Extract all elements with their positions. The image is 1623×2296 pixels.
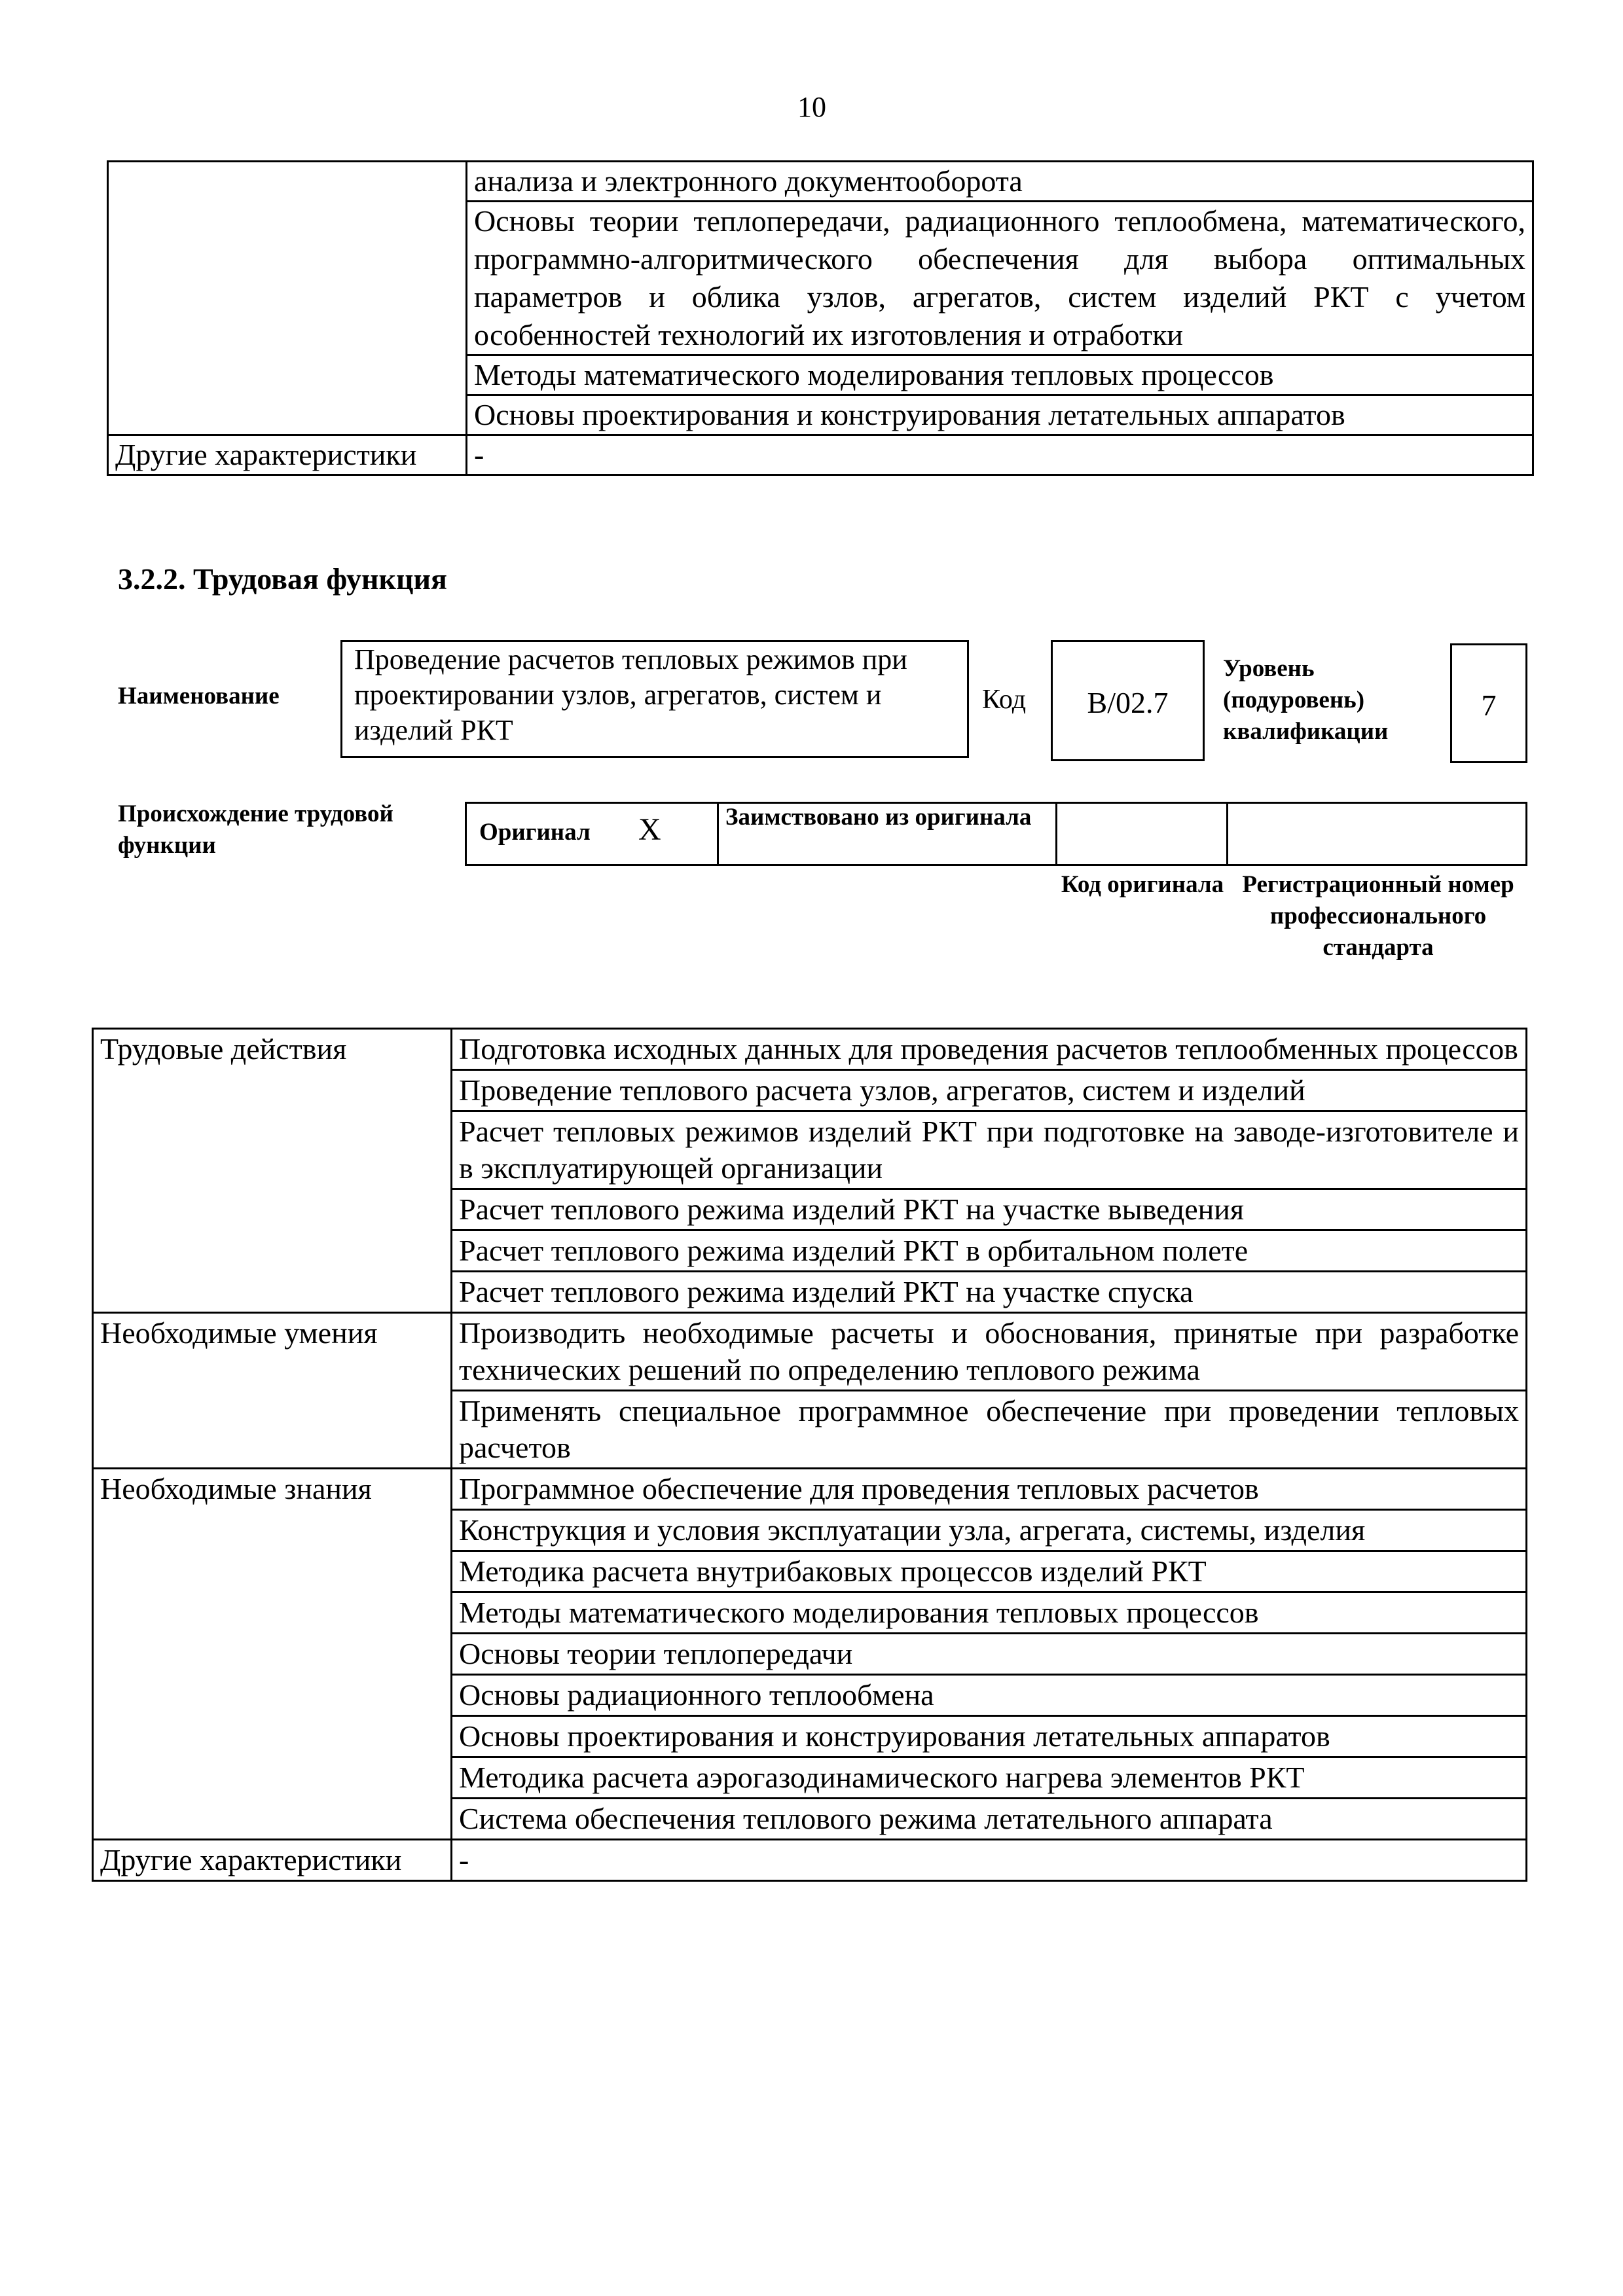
code-value-box: B/02.7 (1051, 640, 1205, 761)
divider (1055, 802, 1057, 866)
table-cell: Основы радиационного теплообмена (452, 1675, 1527, 1716)
table-cell: Методы математического моделирования тепловых процессов (452, 1592, 1527, 1634)
group-label: Необходимые умения (93, 1313, 452, 1469)
table-cell: Расчет теплового режима изделий РКТ на участке спуска (452, 1272, 1527, 1313)
table-row (93, 1313, 1527, 1391)
code-original-caption: Код оригинала (1061, 871, 1224, 898)
borrowed-label: Заимствовано из оригинала (725, 804, 1032, 831)
table-cell: Проведение теплового расчета узлов, агрегатов, систем и изделий (452, 1070, 1527, 1111)
empty-label-cell (108, 162, 467, 435)
table-cell: Подготовка исходных данных для проведения расчетов теплообменных процессов (452, 1029, 1527, 1070)
table-cell: Применять специальное программное обеспечение при проведении тепловых расчетов (452, 1391, 1527, 1469)
level-label: Уровень (подуровень) квалификации (1223, 655, 1389, 745)
section-heading: 3.2.2. Трудовая функция (118, 562, 447, 596)
table-cell: Методы математического моделирования тепловых процессов (467, 355, 1533, 395)
other-characteristics-label: Другие характеристики (93, 1840, 452, 1881)
table-cell: Расчет теплового режима изделий РКТ в орбитальном полете (452, 1230, 1527, 1272)
group-label: Необходимые знания (93, 1469, 452, 1840)
table-cell: Система обеспечения теплового режима летательного аппарата (452, 1799, 1527, 1840)
main-table (92, 1028, 1527, 1882)
table-cell: Конструкция и условия эксплуатации узла, агрегата, системы, изделия (452, 1510, 1527, 1551)
table-cell: Основы теории теплопередачи (452, 1634, 1527, 1675)
table-row (93, 1840, 1527, 1881)
origin-label: Происхождение трудовой функции (118, 800, 393, 859)
function-name-box: Проведение расчетов тепловых режимов при проектировании узлов, агрегатов, систем и изделий РКТ (340, 640, 969, 758)
table-row (93, 1469, 1527, 1510)
table-cell: Методика расчета внутрибаковых процессов изделий РКТ (452, 1551, 1527, 1592)
top-table (107, 160, 1534, 476)
other-characteristics-value: - (467, 435, 1533, 475)
table-cell: Программное обеспечение для проведения тепловых расчетов (452, 1469, 1527, 1510)
table-cell: Методика расчета аэрогазодинамического нагрева элементов РКТ (452, 1757, 1527, 1799)
table-row (93, 1029, 1527, 1070)
name-label: Наименование (118, 683, 280, 709)
table-cell: Основы проектирования и конструирования летательных аппаратов (452, 1716, 1527, 1757)
original-mark: X (638, 812, 661, 847)
table-cell: Расчет тепловых режимов изделий РКТ при подготовке на заводе-изготовителе и в эксплуатирующей организации (452, 1111, 1527, 1189)
divider (1226, 802, 1228, 866)
other-characteristics-label: Другие характеристики (108, 435, 467, 475)
table-cell: анализа и электронного документооборота (467, 162, 1533, 202)
divider (717, 802, 719, 866)
other-characteristics-value: - (452, 1840, 1527, 1881)
code-label: Код (982, 685, 1027, 715)
original-label: Оригинал (479, 819, 591, 846)
registration-caption: Регистрационный номер профессионального стандарта (1242, 871, 1514, 961)
table-cell: Основы теории теплопередачи, радиационного теплообмена, математического, программно-алгоритмического обеспечения для выбора оптимальных параметров и облика узлов, агрегатов, систем изделий РКТ с учетом особенностей технологий их изготовления и отработки (467, 202, 1533, 355)
level-value-box: 7 (1450, 643, 1527, 763)
table-cell: Основы проектирования и конструирования летательных аппаратов (467, 395, 1533, 435)
page-number: 10 (797, 91, 826, 123)
table-row (108, 162, 1533, 202)
table-cell: Производить необходимые расчеты и обоснования, принятые при разработке технических решений по определению теплового режима (452, 1313, 1527, 1391)
table-row (108, 435, 1533, 475)
table-cell: Расчет теплового режима изделий РКТ на участке выведения (452, 1189, 1527, 1230)
group-label: Трудовые действия (93, 1029, 452, 1313)
